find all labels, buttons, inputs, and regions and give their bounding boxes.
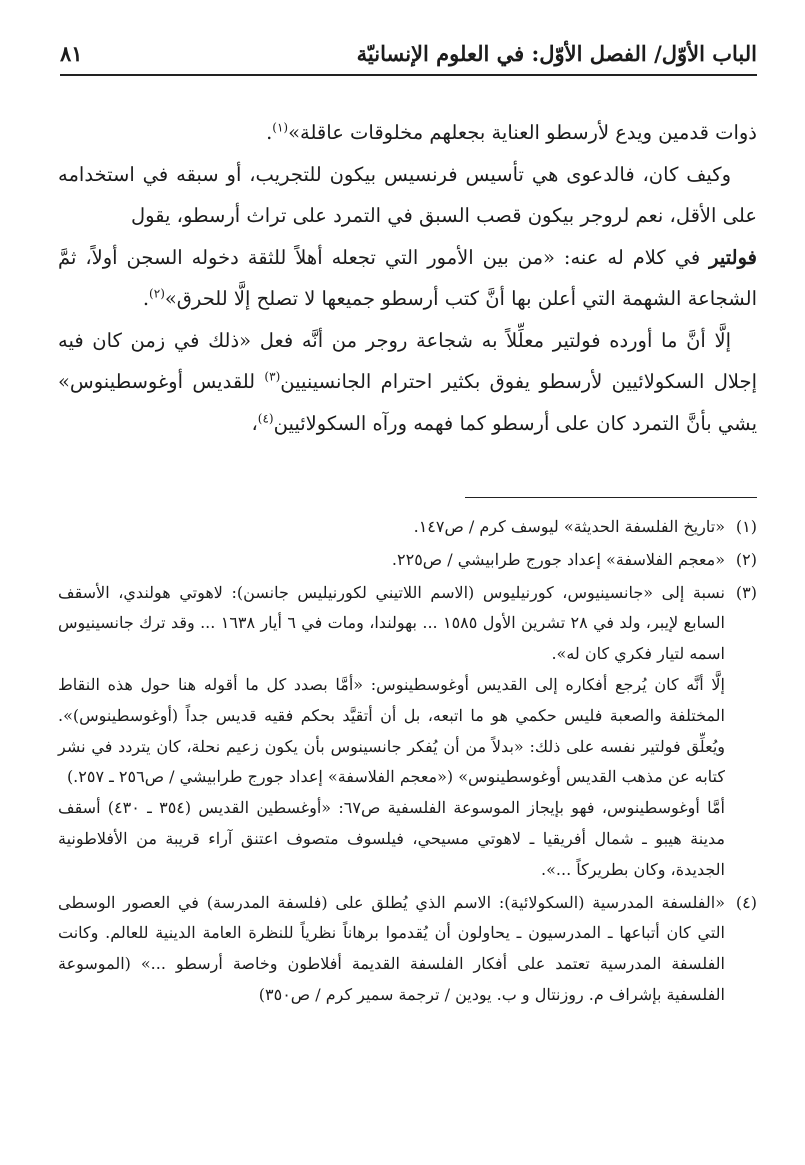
paragraph-1-text: ذوات قدمين ويدع لأرسطو العناية بجعلهم مخلوقات عاقلة» (288, 121, 757, 144)
paragraph-3-mid: للقديس أوغوسطينوس» يشي بأنَّ التمرد كان على أرسطو كما فهمه ورآه السكولائيين (58, 370, 757, 435)
footnote-divider (465, 497, 757, 498)
paragraph-2-rest: في كلام له عنه: «من بين الأمور التي تجعله أهلاً للثقة دخوله السجن أولاً، ثمَّ الشجاعة الشهمة التي أعلن بها أنَّ كتب أرسطو جميعها لا تصلح إلَّا للحرق» (58, 245, 757, 310)
footnote-3-number: (٣) (735, 582, 757, 602)
footnote-3 (58, 578, 757, 886)
footnote-1 (58, 512, 757, 543)
footnote-2-number: (٢) (735, 549, 757, 569)
footnote-3-para-3: أمَّا أوغوسطينوس، فهو بإيجاز الموسوعة الفلسفية ص٦٧: «أوغسطين القديس (٣٥٤ ـ ٤٣٠) أسقف مدينة هيبو ـ شمال أفريقيا ـ لاهوتي مسيحي، فيلسوف متصوف اعتنق آراء قريبة من الأفلاطونية الجديدة، وكان بطريركاً ...». (58, 798, 725, 879)
footnote-4-number: (٤) (735, 892, 757, 912)
footnote-ref-2: (٢) (149, 286, 165, 301)
paragraph-2-end: . (142, 287, 150, 310)
paragraph-2-name: فولتير (709, 245, 757, 269)
paragraph-1-end: . (266, 121, 273, 144)
footnote-4 (58, 888, 757, 1011)
page-number: ٨١ (60, 40, 83, 66)
running-header (60, 32, 757, 76)
footnote-3-para-1: نسبة إلى «جانسينيوس، كورنيليوس (الاسم اللاتيني لكورنيليس جانسن): لاهوتي هولندي، الأسقف السابع لإيبر، ولد في ٢٨ تشرين الأول ١٥٨٥ ... بهولندا، ومات في ٦ أيار ١٦٣٨ ... وقد ترك جانسينيوس اسمه لتيار فكري كان له». (58, 582, 725, 664)
paragraph-1 (58, 112, 757, 154)
paragraph-3 (58, 320, 757, 445)
footnote-ref-1: (١) (272, 120, 289, 135)
footnote-2-text: «معجم الفلاسفة» إعداد جورج طرابيشي / ص٢٢٥. (391, 549, 725, 569)
footnote-1-number: (١) (735, 517, 757, 536)
paragraph-2-text: وكيف كان، فالدعوى هي تأسيس فرنسيس بيكون للتجريب، أو سبقه في استخدامه على الأقل، نعم لروجر بيكون قصب السبق في التمرد على تراث أرسطو، يقول (58, 162, 757, 227)
footnote-3-para-2: إلَّا أنَّه كان يُرجع أفكاره إلى القديس أوغوسطينوس: «أمَّا بصدد كل ما أقوله هنا حول هذه النقاط المختلفة والصعبة فليس حكمي هو ما اتبعه، بل أن أتقيَّد بحكم فقيه قديس جداً (أوغوسطينوس)». ويُعلِّق فولتير نفسه على ذلك: «بدلاً من أن يُفكر جانسينوس بأن يكون زعيم نحلة، كان يتردد في نشر كتابه عن مذهب القديس أوغوسطينوس» («معجم الفلاسفة» إعداد جورج طرابيشي / ص٢٥٦ ـ ٢٥٧.) (58, 674, 725, 787)
paragraph-3-text: إلَّا أنَّ ما أورده فولتير معلِّلاً به شجاعة روجر من أنَّه فعل «ذلك في زمن كان فيه إجلال السكولائيين لأرسطو يفوق بكثير احترام الجانسينيين (58, 328, 757, 393)
footnote-2 (58, 545, 757, 576)
footnote-1-text: «تاريخ الفلسفة الحديثة» ليوسف كرم / ص١٤٧. (413, 517, 725, 536)
footnotes (58, 512, 757, 1013)
footnote-4-text: «الفلسفة المدرسية (السكولائية): الاسم الذي يُطلق على (فلسفة المدرسة) في العصور الوسطى التي كان أتباعها ـ المدرسيون ـ يحاولون أن يُقدموا برهاناً نظرياً للنظرة العامة الدينية للعالم. وكانت الفلسفة المدرسية تعتمد على أفكار الفلسفة القديمة أفلاطون وخاصة أرسطو ...» (الموسوعة الفلسفية بإشراف م. روزنتال و ب. يودين / ترجمة سمير كرم / ص٣٥٠) (58, 892, 726, 1004)
paragraph-2 (58, 154, 757, 320)
main-text (58, 112, 757, 444)
paragraph-3-end: ، (251, 411, 258, 435)
footnote-ref-3: (٣) (264, 369, 281, 384)
header-title: الباب الأوّل/ الفصل الأوّل: في العلوم الإنسانيّة (356, 40, 757, 66)
footnote-ref-4: (٤) (257, 411, 274, 425)
